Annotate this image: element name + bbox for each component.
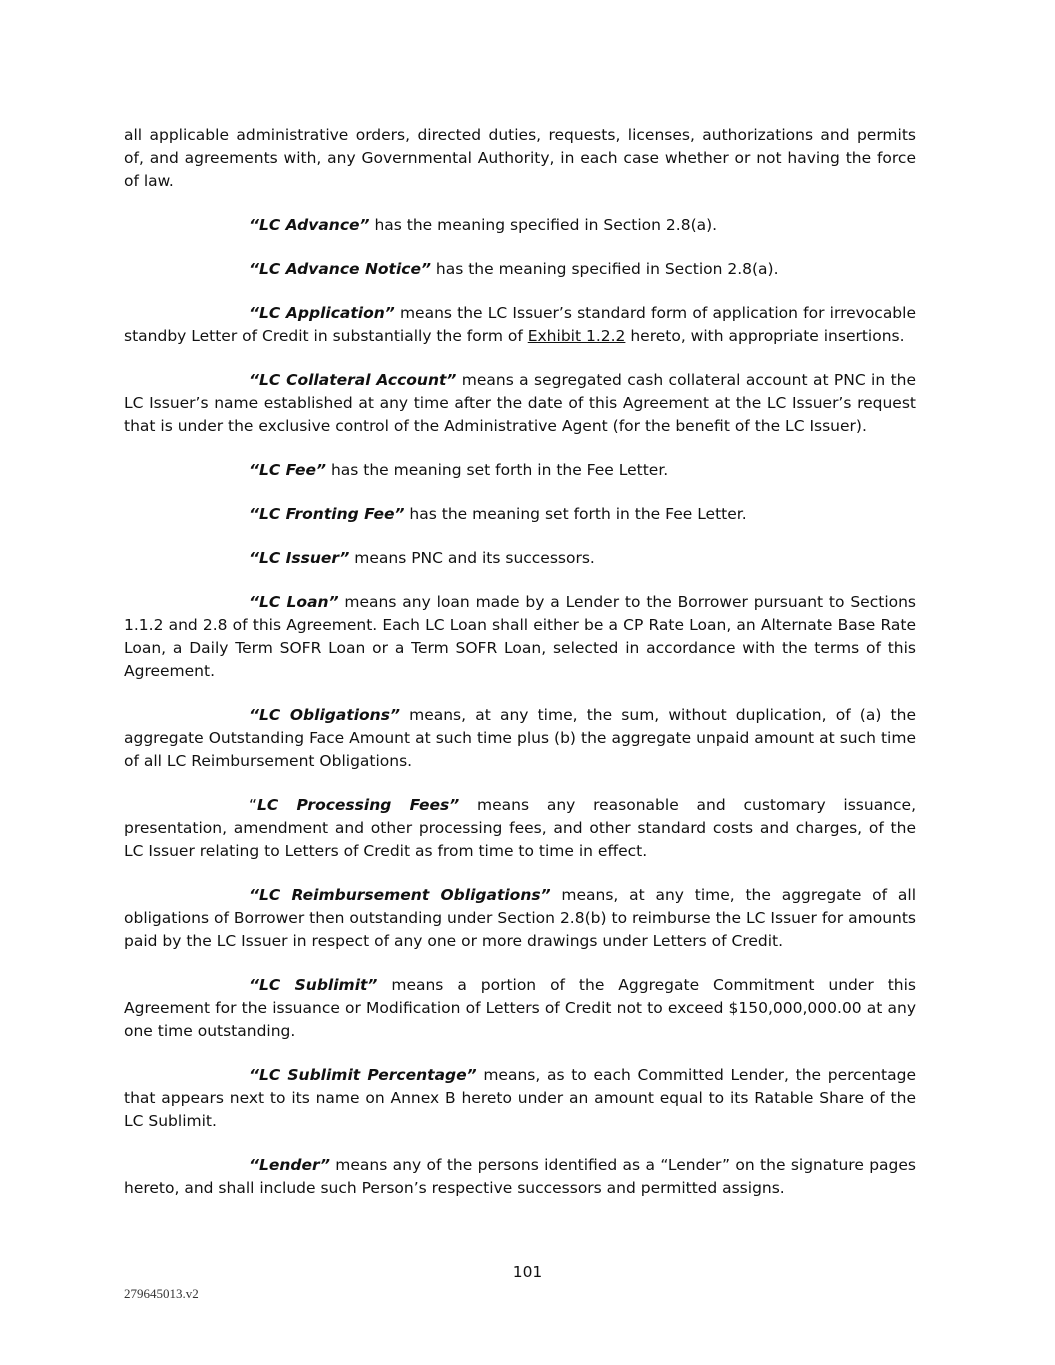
defined-term: “LC Obligations” xyxy=(249,706,400,724)
defined-term: “LC Loan” xyxy=(249,593,339,611)
definition-text: has the meaning specified in Section 2.8(a). xyxy=(369,216,718,234)
definition-lender xyxy=(124,1154,916,1200)
definition-text: means any of the persons identified as a “Lender” on the signature pages hereto, and shall include such Person’s respective successors and permitted assigns. xyxy=(124,1156,916,1197)
definition-lc-loan xyxy=(124,591,916,683)
definition-text: means any loan made by a Lender to the Borrower pursuant to Sections 1.1.2 and 2.8 of this Agreement. Each LC Loan shall either be a CP Rate Loan, an Alternate Base Rate Loan, a Daily Term SOFR Loan or a Term SOFR Loan, selected in accordance with the terms of this Agreement. xyxy=(124,593,917,680)
defined-term: “LC Advance” xyxy=(249,216,370,234)
definition-text: means, as to each Committed Lender, the percentage that appears next to its name on Annex B hereto under an amount equal to its Ratable Share of the LC Sublimit. xyxy=(124,1066,916,1130)
defined-term: “LC Reimbursement Obligations” xyxy=(249,886,551,904)
definition-text: means a portion of the Aggregate Commitment under this Agreement for the issuance or Modification of Letters of Credit not to exceed $150,000,000.00 at any one time outstanding. xyxy=(124,976,917,1040)
definition-lc-sublimit-percentage xyxy=(124,1064,916,1133)
definition-text: means the LC Issuer’s standard form of application for irrevocable standby Letter of Credit in substantially the form of xyxy=(124,304,916,345)
definition-lc-fronting-fee xyxy=(124,503,916,526)
definition-lc-obligations xyxy=(124,704,916,773)
defined-term: LC Processing Fees” xyxy=(257,796,460,814)
definition-text: means PNC and its successors. xyxy=(349,549,595,567)
exhibit-reference: Exhibit 1.2.2 xyxy=(527,327,626,345)
defined-term: “LC Fee” xyxy=(249,461,327,479)
defined-term: “LC Fronting Fee” xyxy=(249,505,405,523)
definition-lc-processing-fees xyxy=(124,794,916,863)
definition-text: means, at any time, the sum, without duplication, of (a) the aggregate Outstanding Face Amount at such time plus (b) the aggregate unpaid amount at such time of all LC Reimbursement Obligations. xyxy=(124,706,916,770)
definition-lc-sublimit xyxy=(124,974,916,1043)
definition-lc-collateral-account xyxy=(124,369,916,438)
defined-term: “LC Advance Notice” xyxy=(249,260,431,278)
opening-paragraph: all applicable administrative orders, directed duties, requests, licenses, authorizations and permits of, and agreements with, any Governmental Authority, in each case whether or not having the force of law. xyxy=(124,126,916,190)
definition-lc-advance-notice xyxy=(124,258,916,281)
defined-term: “LC Sublimit” xyxy=(249,976,378,994)
definition-text: means, at any time, the aggregate of all obligations of Borrower then outstanding under Section 2.8(b) to reimburse the LC Issuer for amounts paid by the LC Issuer in respect of any one or more drawings under Letters of Credit. xyxy=(124,886,917,950)
definition-lc-fee xyxy=(124,459,916,482)
definition-lc-application xyxy=(124,302,916,348)
document-id: 279645013.v2 xyxy=(124,1286,199,1301)
definition-text: has the meaning set forth in the Fee Letter. xyxy=(326,461,669,479)
document-body xyxy=(124,124,916,1221)
defined-term: “LC Collateral Account” xyxy=(249,371,457,389)
definition-lc-issuer xyxy=(124,547,916,570)
defined-term: “Lender” xyxy=(249,1156,330,1174)
defined-term: “LC Application” xyxy=(249,304,395,322)
definition-text: means a segregated cash collateral account at PNC in the LC Issuer’s name established at any time after the date of this Agreement at the LC Issuer’s request that is under the exclusive control of the Administrative Agent (for the benefit of the LC Issuer). xyxy=(124,371,917,435)
page-number: 101 xyxy=(512,1263,543,1281)
definition-text-continued: hereto, with appropriate insertions. xyxy=(625,327,905,345)
definition-text: has the meaning set forth in the Fee Letter. xyxy=(404,505,747,523)
definition-text: means any reasonable and customary issuance, presentation, amendment and other processing fees, and other standard costs and charges, of the LC Issuer relating to Letters of Credit as from time to time in effect. xyxy=(124,796,916,860)
definition-text: has the meaning specified in Section 2.8(a). xyxy=(430,260,779,278)
defined-term: “LC Sublimit Percentage” xyxy=(249,1066,477,1084)
definition-lc-advance xyxy=(124,214,916,237)
defined-term: “LC Issuer” xyxy=(249,549,350,567)
open-quote: “ xyxy=(249,796,258,814)
definition-lc-reimbursement-obligations xyxy=(124,884,916,953)
